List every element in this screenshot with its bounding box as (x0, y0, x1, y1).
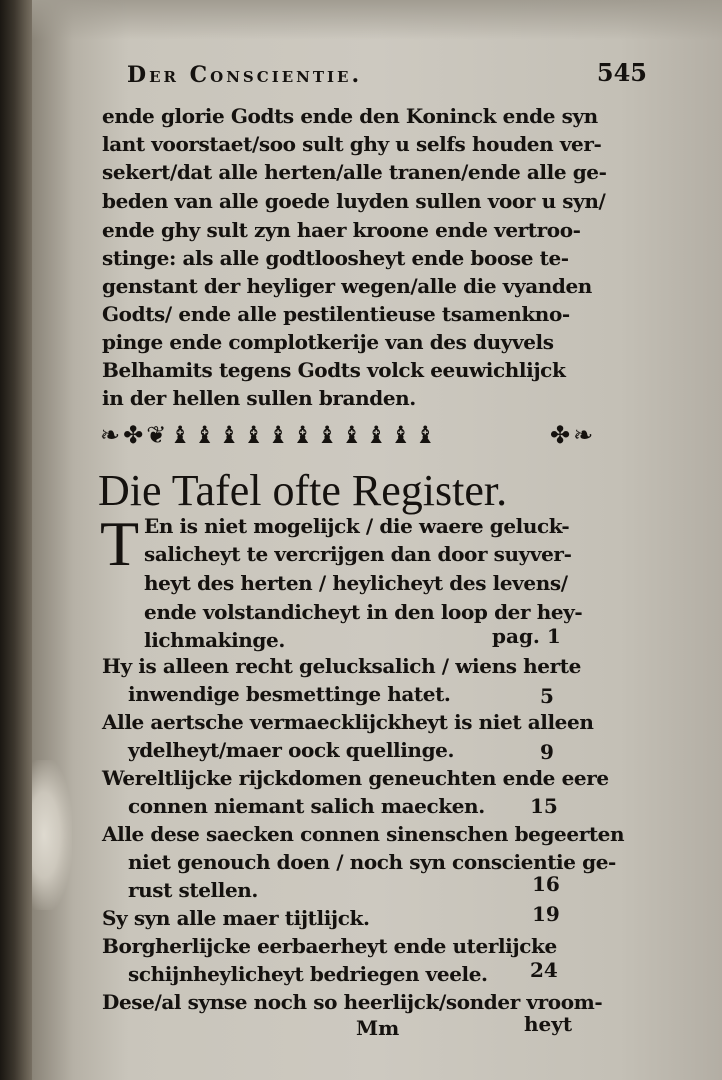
body-line: stinge: als alle godtloosheyt ende boose te- (102, 246, 569, 270)
body-line: ende ghy sult zyn haer kroone ende vertroo- (102, 218, 581, 242)
section-heading: Die Tafel ofte Register. (98, 466, 508, 515)
entry-page-number: 19 (532, 902, 560, 926)
body-line: lant voorstaet/soo sult ghy u selfs houden ver- (102, 132, 602, 156)
entry-page-number: 15 (530, 794, 558, 818)
body-line: in der hellen sullen branden. (102, 386, 416, 410)
body-line: Godts/ ende alle pestilentieuse tsamenkno- (102, 302, 570, 326)
running-title: Der Conscientie. (127, 62, 363, 88)
book-page (32, 0, 722, 1080)
entry-line: connen niemant salich maecken. (128, 794, 485, 818)
entry-line: salicheyt te vercrijgen dan door suyver- (144, 542, 572, 566)
page-stain (32, 760, 72, 910)
entry-line: inwendige besmettinge hatet. (128, 682, 451, 706)
ornament-fleuron-right: ✤❧ (550, 421, 597, 449)
entry-line: Borgherlijcke eerbaerheyt ende uterlijcke (102, 934, 557, 958)
entry-line: Sy syn alle maer tijtlijck. (102, 906, 370, 930)
entry-line: Hy is alleen recht gelucksalich / wiens herte (102, 654, 581, 678)
entry-line: ende volstandicheyt in den loop der hey- (144, 600, 583, 624)
entry-line: En is niet mogelijck / die waere geluck- (144, 514, 570, 538)
entry-line: rust stellen. (128, 878, 258, 902)
entry-line: schijnheylicheyt bedriegen veele. (128, 962, 488, 986)
dropcap: T (100, 508, 140, 579)
body-line: genstant der heyliger wegen/alle die vyanden (102, 274, 592, 298)
entry-page-number: pag. 1 (492, 624, 561, 648)
entry-page-number: 24 (530, 958, 558, 982)
ornament-repeat: ♝♝♝♝♝♝♝♝♝♝♝ (169, 421, 439, 449)
entry-line: heyt des herten / heylicheyt des levens/ (144, 571, 568, 595)
entry-line: lichmakinge. (144, 628, 285, 652)
signature-mark: Mm (356, 1016, 400, 1040)
entry-page-number: 16 (532, 872, 560, 896)
entry-line: Dese/al synse noch so heerlijck/sonder vroom- (102, 990, 603, 1014)
ornament-band (100, 418, 597, 452)
entry-line: Alle dese saecken connen sinenschen begeerten (102, 822, 625, 846)
entry-line: Alle aertsche vermaecklijckheyt is niet alleen (102, 710, 594, 734)
entry-line: Wereltlijcke rijckdomen geneuchten ende eere (102, 766, 609, 790)
body-line: Belhamits tegens Godts volck eeuwichlijck (102, 358, 566, 382)
body-line: pinge ende complotkerije van des duyvels (102, 330, 554, 354)
running-head (127, 58, 647, 92)
catchword: heyt (524, 1012, 573, 1036)
body-line: beden van alle goede luyden sullen voor u syn/ (102, 189, 606, 213)
body-line: sekert/dat alle herten/alle tranen/ende alle ge- (102, 160, 607, 184)
ornament-fleuron-left: ❧✤❦ (100, 421, 170, 449)
body-line: ende glorie Godts ende den Koninck ende syn (102, 104, 598, 128)
entry-line: niet genouch doen / noch syn conscientie ge- (128, 850, 616, 874)
entry-line: ydelheyt/maer oock quellinge. (128, 738, 455, 762)
page-number: 545 (596, 58, 647, 87)
entry-page-number: 5 (540, 684, 554, 708)
entry-page-number: 9 (540, 740, 554, 764)
